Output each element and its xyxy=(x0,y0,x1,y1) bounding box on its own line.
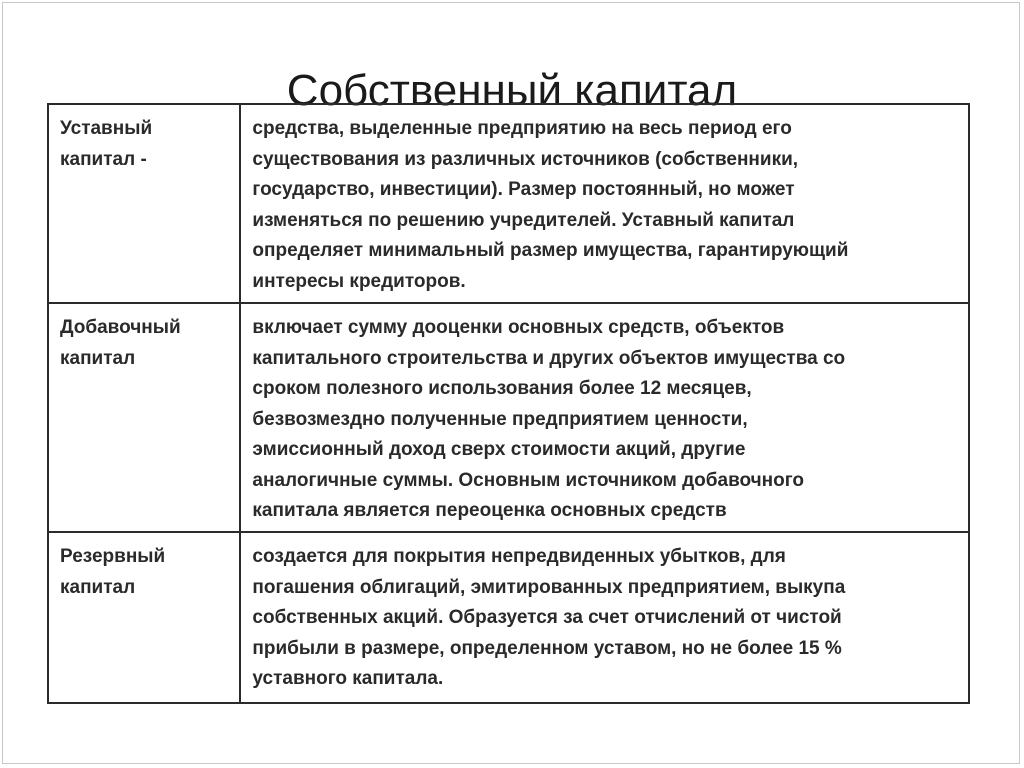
term-line: Уставный xyxy=(60,118,153,139)
description-cell xyxy=(240,303,969,532)
term-line: капитал - xyxy=(60,148,147,170)
term-line: Добавочный xyxy=(60,317,181,338)
description-line: прибыли в размере, определенном уставом, но не более 15 % xyxy=(252,637,842,659)
description-line: существования из различных источников (собственники, xyxy=(252,148,799,170)
description-line: создается для покрытия непредвиденных убытков, для xyxy=(252,546,786,567)
term-cell xyxy=(48,303,240,532)
description-line: эмиссионный доход сверх стоимости акций, другие xyxy=(252,439,746,460)
table-row-additional-capital xyxy=(48,303,969,532)
term-cell xyxy=(48,532,240,703)
description-line: уставного капитала. xyxy=(252,668,444,689)
description-line: безвозмездно полученные предприятием ценности, xyxy=(252,408,748,430)
table-row-reserve-capital xyxy=(48,532,969,703)
description-line: определяет минимальный размер имущества, гарантирующий xyxy=(252,240,849,261)
description-cell xyxy=(240,532,969,703)
description-line: капитала является переоценка основных средств xyxy=(252,500,727,521)
term-line: капитал xyxy=(60,576,136,598)
description-line: сроком полезного использования более 12 месяцев, xyxy=(252,378,752,399)
slide-title: Собственный капитал xyxy=(286,66,738,116)
description-line: собственных акций. Образуется за счет отчислений от чистой xyxy=(252,607,842,628)
description-line: аналогичные суммы. Основным источником добавочного xyxy=(252,469,805,491)
description-line: включает сумму дооценки основных средств, объектов xyxy=(252,317,785,338)
capital-table xyxy=(47,103,970,704)
term-line: Резервный xyxy=(60,546,166,567)
description-line: погашения облигаций, эмитированных предприятием, выкупа xyxy=(252,576,846,598)
description-line: капитального строительства и других объектов имущества со xyxy=(252,347,846,369)
description-line: изменяться по решению учредителей. Уставный капитал xyxy=(252,209,795,231)
description-line: государство, инвестиции). Размер постоянный, но может xyxy=(252,179,795,200)
description-cell xyxy=(240,104,969,303)
term-line: капитал xyxy=(60,347,136,369)
table-row-charter-capital xyxy=(48,104,969,303)
term-cell xyxy=(48,104,240,303)
description-line: интересы кредиторов. xyxy=(252,270,466,292)
description-line: средства, выделенные предприятию на весь период его xyxy=(252,118,792,139)
